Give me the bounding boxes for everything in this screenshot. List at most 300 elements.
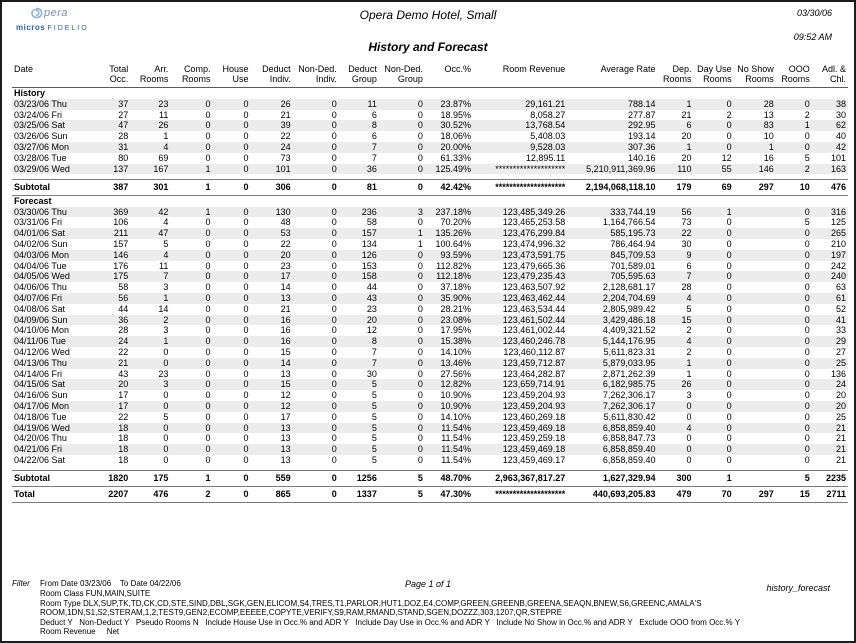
table-cell: 0: [212, 271, 250, 282]
table-cell: 0: [726, 368, 732, 379]
table-cell: 0: [331, 217, 337, 228]
table-cell: 21: [835, 433, 846, 444]
table-cell: 03/30/06 Thu: [12, 207, 90, 218]
table-cell: 237.18%: [425, 207, 473, 218]
table-body: [12, 88, 848, 503]
table-cell: 125.49%: [425, 164, 473, 175]
table-cell: 0: [417, 303, 423, 314]
table-cell: 123,465,253.58: [502, 217, 566, 228]
table-cell: 0: [170, 228, 212, 239]
table-cell: 0: [776, 358, 812, 369]
table-cell: 123,459,469.18: [473, 444, 567, 455]
table-cell: 16: [280, 325, 291, 336]
table-cell: 0: [293, 401, 339, 412]
table-cell: 0: [205, 390, 211, 401]
table-cell: 23: [280, 260, 291, 271]
table-cell: 13.46%: [425, 358, 473, 369]
table-row: [12, 131, 848, 142]
table-cell: 175: [130, 471, 170, 487]
table-cell: 8,058.27: [530, 109, 566, 120]
column-header: Deduct Indiv.: [251, 64, 293, 88]
table-cell: 123,461,502.44: [473, 315, 567, 326]
run-date: 03/30/06: [796, 8, 832, 18]
table-cell: 0: [212, 228, 250, 239]
table-cell: 112.18%: [425, 271, 473, 282]
table-cell: 47.30%: [425, 487, 473, 503]
table-cell: 21: [812, 423, 848, 434]
table-cell: 0: [205, 433, 211, 444]
table-cell: 41: [812, 315, 848, 326]
table-cell: 23.87%: [425, 99, 473, 110]
table-cell: 123,460,112.87: [503, 347, 566, 358]
table-cell: 3: [379, 207, 425, 218]
table-cell: 6,858,859.40: [567, 423, 657, 434]
table-cell: 0: [804, 347, 810, 358]
column-header: Room Revenue: [473, 64, 567, 88]
filter-label: Filter: [12, 579, 30, 589]
table-row: [12, 207, 848, 218]
filter-line: Deduct Y Non-Deduct Y Pseudo Rooms N Include House Use in Occ.% and ADR Y Include Day Use in Occ.% and ADR Y Include No Show in Occ.% and ADR Y Exclude OOO from Occ.% Y: [40, 617, 741, 627]
table-row: [12, 433, 848, 444]
table-cell: 0: [804, 282, 810, 293]
table-cell: 100.64%: [435, 239, 472, 250]
table-cell: 146: [734, 164, 776, 175]
table-cell: 0: [379, 444, 425, 455]
table-cell: 0: [776, 207, 812, 218]
table-cell: 0: [379, 271, 425, 282]
table-cell: 0: [170, 358, 212, 369]
section-label: Forecast: [12, 195, 848, 206]
table-cell: 04/06/06 Thu: [14, 282, 67, 293]
table-row: [12, 239, 848, 250]
table-cell: 0: [243, 368, 249, 379]
table-cell: 0: [205, 239, 211, 250]
table-cell: 242: [830, 260, 846, 271]
table-cell: 17.95%: [440, 325, 472, 336]
table-cell: 0: [205, 411, 211, 422]
table-cell: 0: [726, 260, 732, 271]
table-cell: 69: [694, 179, 734, 195]
table-cell: 04/22/06 Sat: [14, 455, 66, 465]
table-cell: 37: [90, 99, 130, 110]
table-cell: 0: [379, 336, 425, 347]
table-cell: 5: [379, 487, 425, 503]
table-row: [12, 120, 848, 131]
table-cell: 0: [417, 433, 423, 444]
table-cell: 17: [251, 271, 293, 282]
table-cell: 123,479,235.43: [473, 271, 567, 282]
table-cell: 123,463,507.92: [502, 282, 566, 293]
table-cell: 3,429,486.18: [567, 315, 657, 326]
table-cell: 5: [776, 471, 812, 487]
table-cell: 297: [734, 487, 776, 503]
table-cell: 123,464,282.87: [502, 368, 566, 379]
table-cell: 0: [163, 433, 169, 444]
table-cell: 5: [339, 423, 379, 434]
history-forecast-table: [12, 64, 848, 503]
table-cell: 13: [280, 433, 291, 444]
table-cell: 123,659,714.91: [473, 379, 567, 390]
table-cell: 7: [657, 271, 693, 282]
table-cell: 0: [379, 358, 425, 369]
table-cell: 0: [694, 423, 734, 434]
table-cell: 559: [251, 471, 293, 487]
table-cell: 2235: [812, 471, 848, 487]
table-cell: [734, 336, 776, 347]
table-cell: 0: [212, 315, 250, 326]
table-cell: 1: [170, 164, 212, 175]
table-cell: [734, 412, 776, 423]
table-cell: 70.20%: [440, 217, 472, 228]
table-cell: 0: [694, 228, 734, 239]
table-cell: 123,485,349.26: [473, 207, 567, 218]
table-cell: 58: [118, 282, 129, 293]
table-cell: 0: [694, 358, 734, 369]
table-cell: [734, 471, 776, 487]
table-cell: 28: [118, 325, 129, 336]
table-cell: [734, 433, 776, 444]
table-cell: 04/02/06 Sun: [14, 239, 68, 250]
table-cell: 6: [657, 120, 693, 131]
table-cell: 0: [243, 217, 249, 228]
table-cell: 1: [163, 131, 169, 142]
table-cell: 27: [118, 109, 129, 120]
table-cell: 7: [339, 142, 379, 153]
table-row: [12, 315, 848, 326]
table-cell: 175: [90, 271, 130, 282]
table-cell: [734, 444, 776, 455]
table-cell: 0: [417, 260, 423, 271]
table-cell: 0: [726, 303, 732, 314]
table-cell: 6: [686, 260, 692, 271]
table-cell: 27.56%: [440, 368, 472, 379]
table-cell: [734, 261, 776, 272]
column-header: House Use: [212, 64, 250, 88]
table-cell: 0: [417, 109, 423, 120]
table-cell: 146: [90, 250, 130, 261]
table-cell: 03/27/06 Mon: [12, 142, 90, 153]
table-cell: 176: [113, 260, 129, 271]
table-cell: 101: [830, 152, 846, 163]
table-row: [12, 142, 848, 153]
table-cell: 5: [804, 217, 810, 228]
table-cell: 0: [293, 207, 339, 218]
table-cell: 1: [734, 142, 776, 153]
table-cell: 93.59%: [425, 250, 473, 261]
table-cell: 0: [331, 368, 337, 379]
table-cell: [734, 207, 776, 218]
table-cell: 0: [726, 131, 732, 142]
table-cell: 15.38%: [425, 336, 473, 347]
table-cell: 20: [251, 250, 293, 261]
column-header: Non-Ded. Group: [379, 64, 425, 88]
table-cell: 0: [694, 120, 734, 131]
table-cell: 04/07/06 Fri: [12, 293, 90, 304]
table-cell: 1820: [90, 471, 130, 487]
table-cell: 0: [694, 315, 734, 326]
table-cell: 0: [694, 293, 734, 304]
column-header: Adl. & Chl.: [812, 64, 848, 88]
table-cell: ********************: [473, 179, 567, 195]
fidelio-wordmark: FIDELIO: [47, 25, 89, 32]
table-cell: 1: [170, 179, 212, 195]
table-cell: 62: [812, 120, 848, 131]
table-cell: 0: [726, 433, 732, 444]
table-cell: 20.00%: [425, 142, 473, 153]
table-cell: 0: [212, 164, 250, 175]
column-header: No Show Rooms: [734, 64, 776, 88]
table-cell: 6,182,985.75: [567, 379, 657, 390]
table-cell: 2,871,262.39: [602, 368, 656, 379]
table-cell: 1: [379, 228, 425, 239]
table-row: [12, 379, 848, 390]
table-cell: 2: [686, 347, 692, 358]
table-cell: [734, 304, 776, 315]
table-cell: 10: [763, 131, 774, 142]
table-cell: 0: [379, 293, 425, 304]
table-cell: 04/17/06 Mon: [12, 401, 90, 412]
filter-line: From Date 03/23/06 To Date 04/22/06: [40, 579, 181, 589]
table-cell: 04/11/06 Tue: [12, 336, 90, 347]
table-cell: 16: [763, 152, 774, 163]
table-cell: 0: [686, 455, 692, 465]
table-row: [12, 444, 848, 455]
table-cell: 0: [726, 347, 732, 358]
table-cell: 0: [243, 455, 249, 465]
table-row: [12, 325, 848, 336]
table-cell: 04/12/06 Wed: [14, 347, 70, 358]
table-cell: 35.90%: [425, 293, 473, 304]
table-cell: 52: [835, 303, 846, 314]
table-cell: 15: [251, 379, 293, 390]
table-cell: 0: [205, 303, 211, 314]
table-cell: 0: [331, 282, 337, 293]
column-header: Non-Ded. Indiv.: [293, 64, 339, 88]
table-cell: 440,693,205.83: [567, 487, 657, 503]
table-cell: 0: [212, 487, 250, 503]
table-cell: 1,164,766.54: [602, 217, 656, 228]
table-cell: 18: [118, 455, 129, 465]
run-time: 09:52 AM: [793, 32, 832, 42]
table-cell: 0: [170, 250, 212, 261]
table-cell: Subtotal: [12, 179, 90, 195]
table-cell: 1337: [339, 487, 379, 503]
table-cell: 36: [339, 164, 379, 175]
table-cell: 0: [804, 433, 810, 444]
table-cell: 2,805,989.42: [602, 303, 656, 314]
table-cell: 16: [251, 336, 293, 347]
table-cell: 0: [776, 293, 812, 304]
table-cell: 22: [118, 411, 129, 422]
table-cell: 0: [417, 347, 423, 358]
table-cell: 28.21%: [440, 303, 472, 314]
table-cell: 705,595.63: [567, 271, 657, 282]
table-cell: 30.52%: [425, 120, 473, 131]
table-cell: 70: [694, 487, 734, 503]
table-cell: 0: [293, 358, 339, 369]
table-cell: 04/04/06 Tue: [14, 260, 67, 271]
table-cell: 13: [251, 293, 293, 304]
section-label: History: [12, 88, 848, 99]
table-cell: 157: [339, 228, 379, 239]
table-cell: 17: [280, 411, 291, 422]
table-cell: 123,459,204.93: [502, 390, 566, 401]
table-cell: [734, 379, 776, 390]
table-cell: 0: [331, 433, 337, 444]
table-cell: 0: [776, 315, 812, 326]
table-cell: 13: [251, 423, 293, 434]
table-cell: 479: [657, 487, 693, 503]
table-cell: [734, 293, 776, 304]
column-header: Day Use Rooms: [694, 64, 734, 88]
table-cell: 15: [280, 347, 291, 358]
table-cell: 11: [159, 260, 169, 271]
table-cell: 2207: [90, 487, 130, 503]
table-cell: 26: [657, 379, 693, 390]
table-cell: 6,858,859.40: [567, 444, 657, 455]
table-cell: 0: [804, 390, 810, 401]
table-cell: 0: [776, 423, 812, 434]
table-row: [12, 250, 848, 261]
filter-line: ROOM,1DN,S1,S2,STERAM,1,2,TEST9,GEN2,ECOMP,EEEEE,COPYTE,VERIFY,S9,RAM,RMAND,STAND,SGEN,DOZZZ,303,1207,QR,STEPRE: [40, 608, 562, 618]
table-cell: 0: [804, 239, 810, 250]
table-cell: 135.26%: [425, 228, 473, 239]
table-cell: 123,474,996.32: [502, 239, 566, 250]
table-cell: 22: [280, 239, 291, 250]
table-cell: 0: [379, 164, 425, 175]
table-cell: 123,479,665.36: [502, 260, 566, 271]
table-cell: 865: [251, 487, 293, 503]
table-cell: 0: [804, 303, 810, 314]
table-cell: 0: [212, 444, 250, 455]
table-cell: 04/01/06 Sat: [12, 228, 90, 239]
table-cell: 13: [251, 444, 293, 455]
table-cell: 53: [251, 228, 293, 239]
table-cell: 43: [118, 368, 129, 379]
table-cell: 0: [379, 379, 425, 390]
table-cell: 0: [243, 390, 249, 401]
table-cell: 12: [251, 401, 293, 412]
table-cell: 6: [371, 131, 377, 142]
table-cell: 23: [158, 368, 169, 379]
table-cell: 4: [130, 250, 170, 261]
column-header: Average Rate: [567, 64, 657, 88]
table-cell: 69: [158, 152, 169, 163]
table-cell: 28: [118, 131, 129, 142]
table-cell: 14.10%: [440, 347, 472, 358]
table-cell: Subtotal: [12, 471, 90, 487]
table-cell: 5: [163, 239, 169, 250]
table-cell: 18: [118, 433, 129, 444]
table-cell: 0: [293, 336, 339, 347]
table-cell: 20: [812, 401, 848, 412]
table-cell: 8: [339, 120, 379, 131]
total-row: [12, 487, 848, 503]
table-cell: 5,144,176.95: [567, 336, 657, 347]
table-row: [12, 293, 848, 304]
table-cell: 1: [694, 207, 734, 218]
column-header: Occ.%: [425, 64, 473, 88]
table-cell: 42.42%: [425, 179, 473, 195]
table-cell: 0: [293, 271, 339, 282]
table-cell: 193.14: [627, 131, 656, 142]
table-cell: 5,611,823.31: [603, 347, 656, 358]
table-cell: 2: [686, 325, 692, 336]
table-cell: 04/13/06 Thu: [12, 358, 90, 369]
table-cell: 0: [293, 315, 339, 326]
table-cell: 5,879,033.95: [567, 358, 657, 369]
table-cell: ********************: [473, 164, 567, 175]
table-cell: 44: [118, 303, 129, 314]
table-cell: 0: [776, 444, 812, 455]
table-cell: 0: [331, 411, 337, 422]
table-cell: 11: [339, 99, 379, 110]
table-cell: 4: [163, 217, 169, 228]
table-cell: 2,963,367,817.27: [473, 471, 567, 487]
table-cell: 20: [835, 390, 846, 401]
table-row: [12, 164, 848, 175]
table-cell: 585,195.73: [567, 228, 657, 239]
table-cell: [734, 282, 776, 293]
table-cell: [734, 390, 776, 401]
table-cell: 73: [681, 217, 692, 228]
subtotal-row: [12, 471, 848, 487]
table-cell: 10.90%: [440, 390, 472, 401]
table-cell: 5,611,830.42: [603, 411, 656, 422]
table-cell: 0: [417, 325, 423, 336]
table-cell: 0: [331, 325, 337, 336]
table-cell: 44: [366, 282, 377, 293]
column-header: Total Occ.: [90, 64, 130, 88]
table-cell: 5,210,911,369.96: [567, 164, 657, 175]
table-cell: 15: [657, 315, 693, 326]
table-cell: 0: [331, 152, 337, 163]
table-cell: 24: [90, 336, 130, 347]
report-file-name: history_forecast: [766, 583, 830, 594]
section-label-row: [12, 88, 848, 99]
table-cell: 0: [379, 179, 425, 195]
table-cell: 12: [721, 152, 732, 163]
table-cell: 197: [812, 250, 848, 261]
table-cell: 04/05/06 Wed: [12, 271, 90, 282]
table-cell: 5: [379, 471, 425, 487]
table-cell: 03/29/06 Wed: [12, 164, 90, 175]
table-cell: 61: [812, 293, 848, 304]
table-cell: 316: [812, 207, 848, 218]
table-cell: 80: [118, 152, 129, 163]
table-cell: 5: [163, 411, 169, 422]
table-cell: 30: [681, 239, 692, 250]
table-cell: 20: [90, 379, 130, 390]
table-row: [12, 455, 848, 466]
table-cell: 2: [170, 487, 212, 503]
table-cell: 0: [331, 303, 337, 314]
table-cell: 126: [339, 250, 379, 261]
table-cell: 7: [339, 358, 379, 369]
table-cell: 7: [371, 347, 377, 358]
column-header: Arr. Rooms: [130, 64, 170, 88]
table-cell: 42: [130, 207, 170, 218]
table-cell: 04/14/06 Fri: [14, 368, 63, 379]
table-cell: 0: [243, 152, 249, 163]
table-cell: [734, 315, 776, 326]
page-number: Page 1 of 1: [404, 579, 452, 590]
table-cell: 0: [776, 99, 812, 110]
table-cell: 0: [694, 401, 734, 412]
report-footer: [2, 579, 854, 637]
table-cell: 701,589.01: [610, 260, 656, 271]
table-cell: 24: [251, 142, 293, 153]
